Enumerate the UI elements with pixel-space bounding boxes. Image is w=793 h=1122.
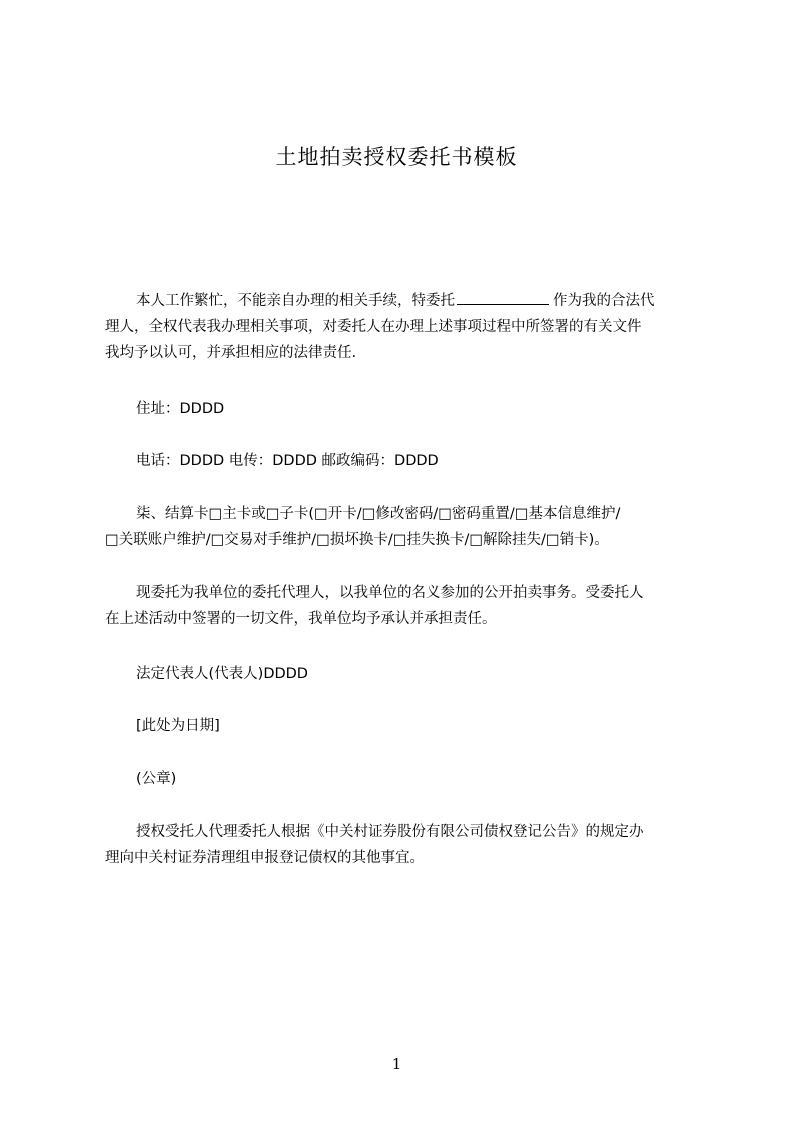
- paragraph-line: 理人，全权代表我办理相关事项，对委托人在办理上述事项过程中所签署的有关文件: [105, 319, 642, 335]
- paragraph-line: 我均予以认可，并承担相应的法律责任.: [105, 345, 357, 361]
- address-line: [105, 396, 705, 422]
- paragraph-card-options: [105, 501, 705, 553]
- contact-text: 电话：DDDD 电传：DDDD 邮政编码：DDDD: [136, 453, 439, 469]
- contact-line: [105, 448, 705, 474]
- delegation-text-start: 本人工作繁忙，不能亲自办理的相关手续，特委托: [136, 293, 455, 309]
- seal-line: [105, 766, 705, 792]
- paragraph-line: 理向中关村证券清理组申报登记债权的其他事宜。: [105, 850, 424, 866]
- address-text: 住址：DDDD: [136, 401, 225, 417]
- document-title: 土地拍卖授权委托书模板: [275, 145, 518, 169]
- delegate-name-blank: [457, 290, 549, 305]
- paragraph-line: 柒、结算卡□主卡或□子卡(□开卡/□修改密码/□密码重置/□基本信息维护/: [136, 506, 621, 522]
- date-placeholder: [此处为日期]: [136, 718, 220, 734]
- paragraph-authorization: [105, 819, 705, 871]
- paragraph-line: 授权受托人代理委托人根据《中关村证券股份有限公司债权登记公告》的规定办: [136, 824, 644, 840]
- paragraph-line: 现委托为我单位的委托代理人，以我单位的名义参加的公开拍卖事务。受委托人: [136, 585, 644, 601]
- seal-text: (公章): [136, 771, 177, 787]
- date-line: [105, 713, 705, 739]
- paragraph-line: □关联账户维护/□交易对手维护/□损坏换卡/□挂失换卡/□解除挂失/□销卡)。: [105, 532, 609, 548]
- legal-representative-text: 法定代表人(代表人)DDDD: [136, 666, 308, 682]
- paragraph-line: 在上述活动中签署的一切文件，我单位均予承认并承担责任。: [105, 611, 497, 627]
- paragraph-entrust: [105, 580, 705, 632]
- page-number: 1: [391, 1055, 402, 1073]
- paragraph-delegation: [105, 288, 705, 366]
- paragraph-line: [105, 288, 705, 314]
- legal-representative-line: [105, 661, 705, 687]
- delegation-text-end: 作为我的合法代: [553, 293, 655, 309]
